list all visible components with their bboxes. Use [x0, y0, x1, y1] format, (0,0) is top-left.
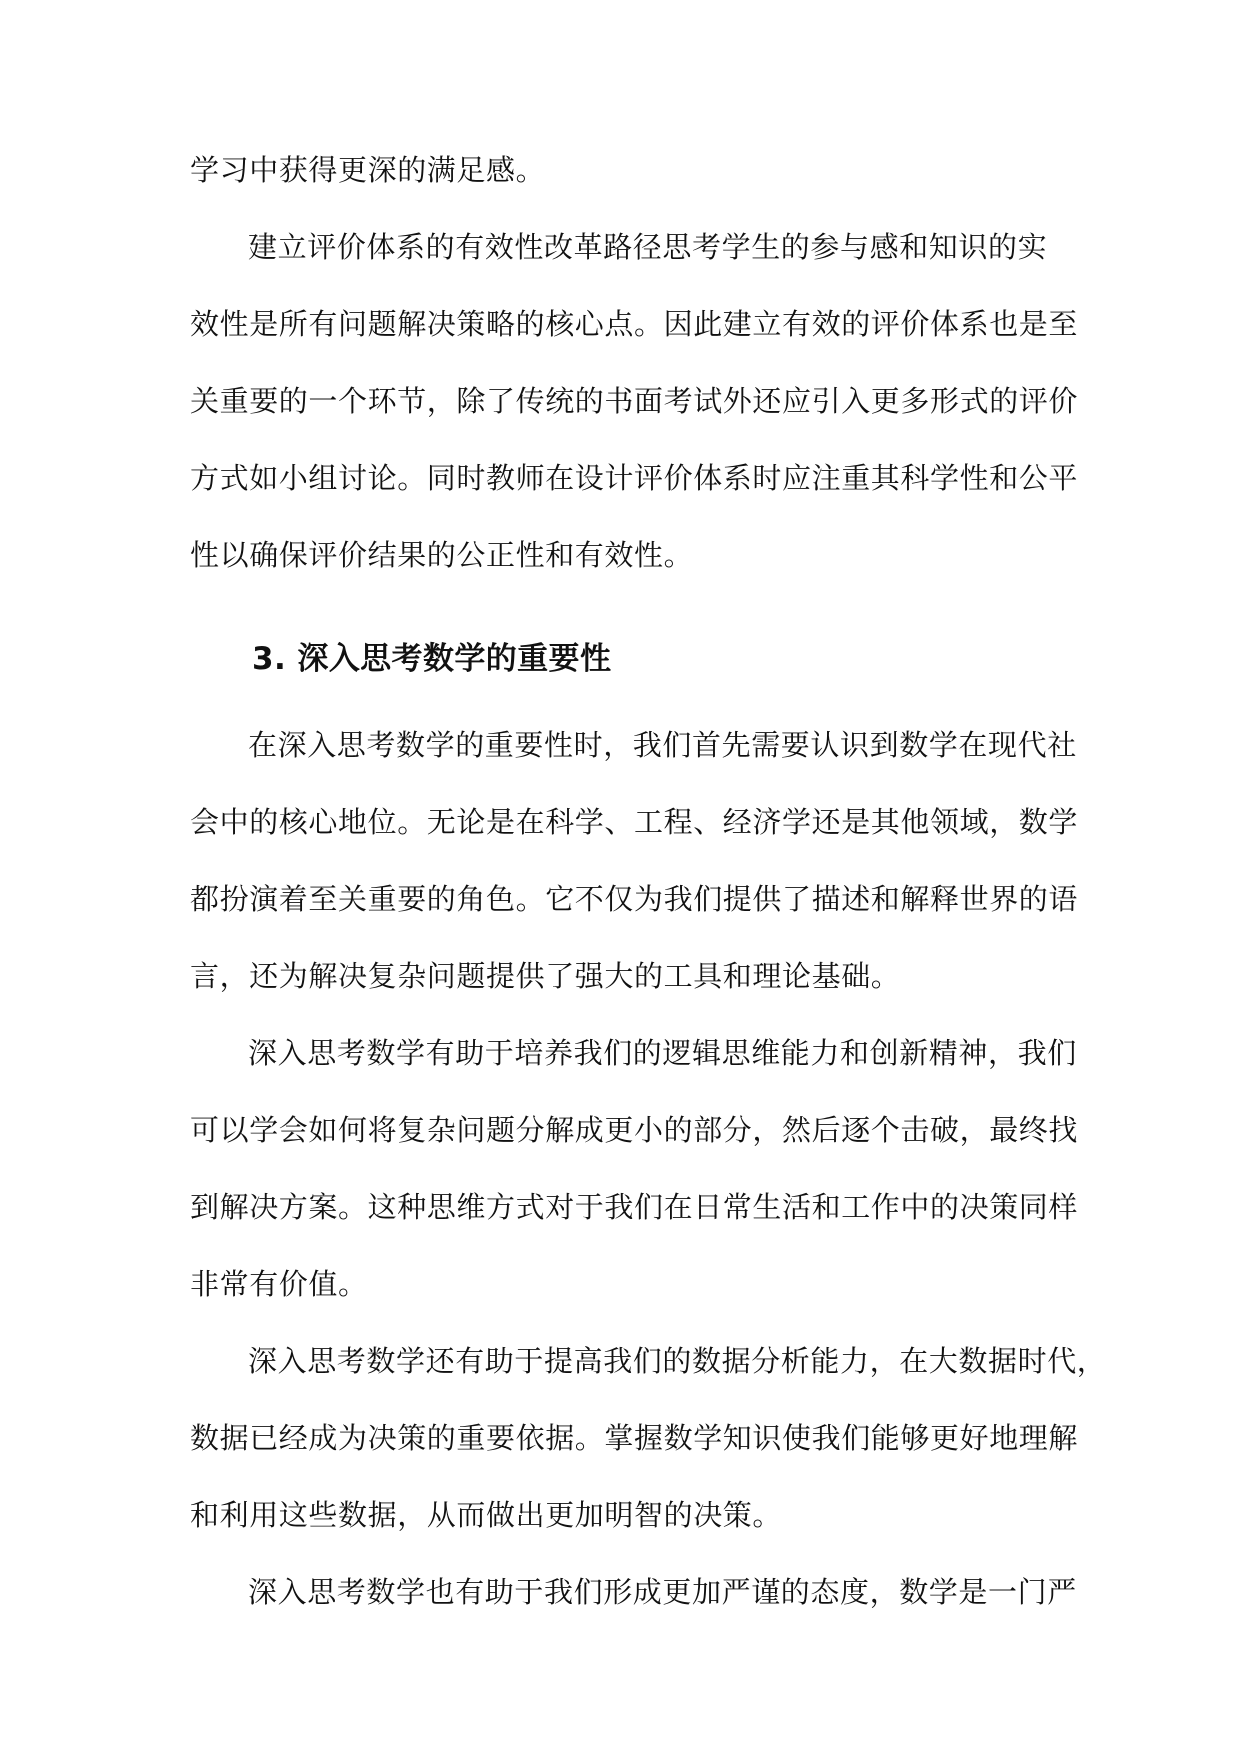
paragraph-line: 言，还为解决复杂问题提供了强大的工具和理论基础。	[190, 959, 901, 993]
paragraph-line: 建立评价体系的有效性改革路径思考学生的参与感和知识的实	[248, 230, 1048, 264]
paragraph-line: 都扮演着至关重要的角色。它不仅为我们提供了描述和解释世界的语	[190, 882, 1079, 916]
paragraph-line: 关重要的一个环节，除了传统的书面考试外还应引入更多形式的评价	[190, 384, 1079, 418]
paragraph-line: 数据已经成为决策的重要依据。掌握数学知识使我们能够更好地理解	[190, 1421, 1079, 1455]
paragraph-line: 深入思考数学还有助于提高我们的数据分析能力，在大数据时代，	[248, 1344, 1107, 1378]
paragraph-line: 在深入思考数学的重要性时，我们首先需要认识到数学在现代社	[248, 728, 1077, 762]
paragraph-line: 深入思考数学有助于培养我们的逻辑思维能力和创新精神，我们	[248, 1036, 1077, 1070]
paragraph-line: 和利用这些数据，从而做出更加明智的决策。	[190, 1498, 783, 1532]
paragraph-line: 可以学会如何将复杂问题分解成更小的部分，然后逐个击破，最终找	[190, 1113, 1079, 1147]
paragraph-line: 方式如小组讨论。同时教师在设计评价体系时应注重其科学性和公平	[190, 461, 1079, 495]
paragraph-line: 效性是所有问题解决策略的核心点。因此建立有效的评价体系也是至	[190, 307, 1079, 341]
paragraph-line: 深入思考数学也有助于我们形成更加严谨的态度，数学是一门严	[248, 1575, 1077, 1609]
paragraph-line: 学习中获得更深的满足感。	[190, 153, 546, 187]
paragraph-line: 到解决方案。这种思维方式对于我们在日常生活和工作中的决策同样	[190, 1190, 1079, 1224]
paragraph-line: 性以确保评价结果的公正性和有效性。	[190, 538, 694, 572]
paragraph-line: 会中的核心地位。无论是在科学、工程、经济学还是其他领域，数学	[190, 805, 1079, 839]
section-heading: 3. 深入思考数学的重要性	[252, 641, 612, 677]
paragraph-line: 非常有价值。	[190, 1267, 368, 1301]
